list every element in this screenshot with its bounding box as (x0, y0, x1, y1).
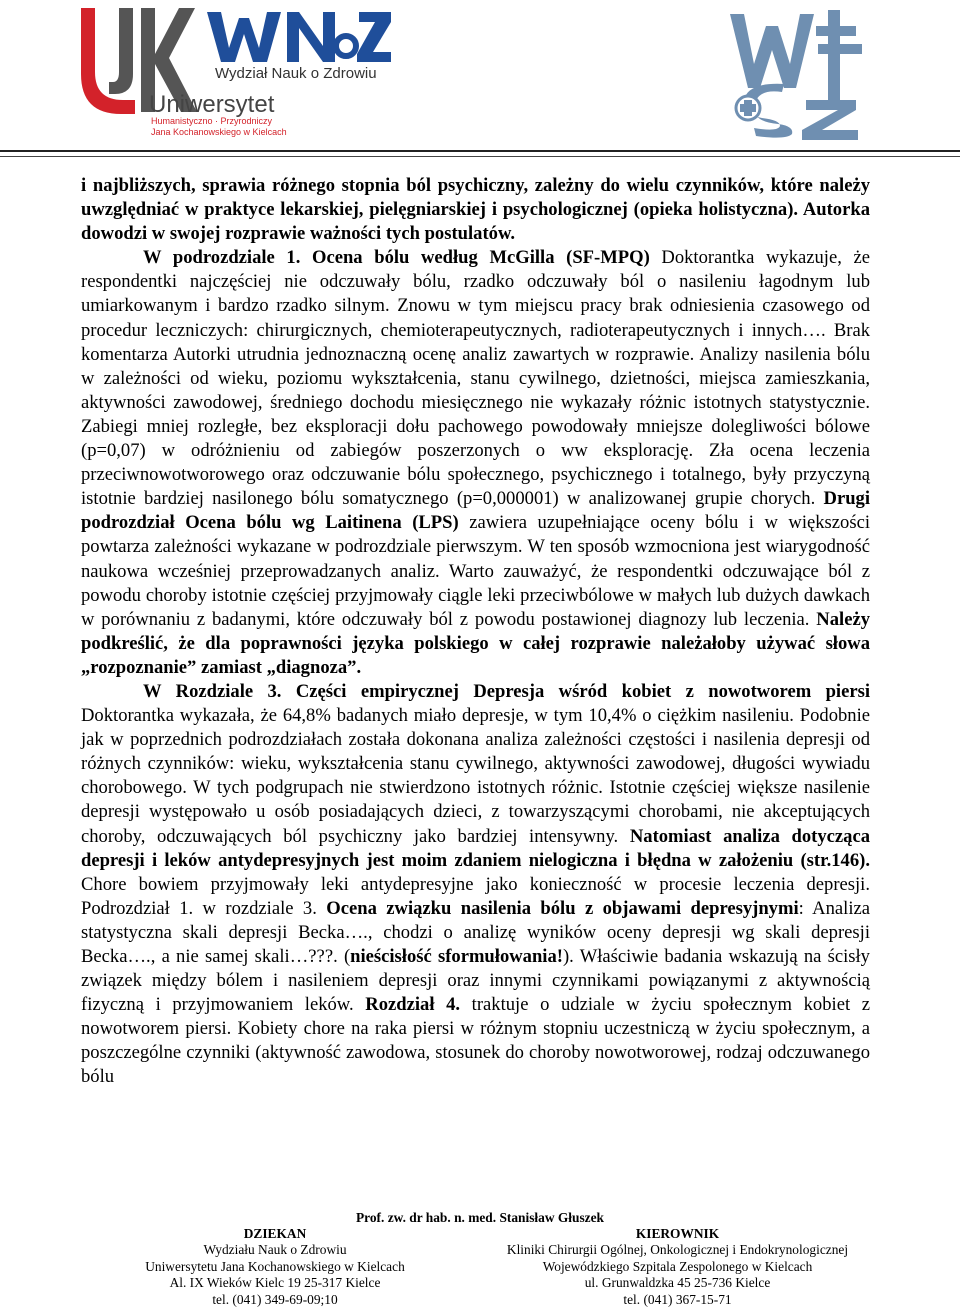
dean-line-2: Uniwersytetu Jana Kochanowskiego w Kielcach (145, 1258, 405, 1274)
bold-run: Rozdział 4. (365, 994, 461, 1016)
header-rule-thick (0, 150, 960, 152)
university-subline-2: Jana Kochanowskiego w Kielcach (151, 127, 287, 137)
text-run: ). Właściwie badania wskazują na ścisły związek między bólem i nasileniem depresji oraz innymi czynnikami powiązanymi z aktywnością fizyczną i przyjmowaniem leków. (81, 946, 870, 1016)
head-address: ul. Grunwaldzka 45 25-736 Kielce (584, 1275, 771, 1291)
dean-title: DZIEKAN (243, 1226, 307, 1241)
head-line-1: Kliniki Chirurgii Ogólnej, Onkologicznej i Endokrynologicznej (506, 1242, 849, 1258)
faculty-brand-mark (207, 12, 391, 62)
footer-head-block (485, 1226, 870, 1308)
university-word: Uniwersytet (149, 91, 275, 118)
text-run: zawiera uzupełniające oceny bólu i w większości powtarza zależności wykazane w podrozdziale pierwszym. W ten sposób wzmocniona jest wiarygodność naukowa wcześniej przeprowadzanych analiz. Warto zauważyć, że respondentki odczuwające ból z powodu choroby istotnie częściej przyjmowały ciągle leki przeciwbólowe w małych lub dużych dawkach w porównaniu z badanymi, które odczuwały ból z powodu postawionej diagnozy lub leczenia. (81, 512, 870, 630)
header-rule-thin (0, 156, 960, 157)
dean-address: Al. IX Wieków Kielc 19 25-317 Kielce (169, 1275, 381, 1291)
text-run: Doktorantka wykazuje, że respondentki najczęściej nie odczuwały bólu, rzadko odczuwały ból o nasileniu łagodnym lub umiarkowanym i bardzo rzadko silnym. Znowu w tym miejscu pracy brak odniesienia czasowego od procedur leczniczych: chirurgicznych, chemioterapeutycznych, radioterapeutycznych i innych…. Brak komentarza Autorki utrudnia jednoznaczną ocenę analiz zawartych w rozprawie. Analizy nasilenia bólu w zależności od wieku, poziomu wykształcenia, stanu cywilnego, dzietności, miejsca zamieszkania, aktywności zawodowej, średniego dochodu miesięcznego nie wykazały różnic istotnych statystycznie. Zabiegi mniej rozległe, bez eksploracji dołu pachowego powodowały mniejsze dolegliwości bólowe (p=0,07) w odróżnieniu od zabiegów poszerzonych o ww eksplorację. Zła ocena leczenia przeciwnowotworowego oraz odczuwanie bólu społecznego, psychicznego i totalnego, były przyczyną istotnie bardziej nasilonego bólu somatycznego (p=0,000001) w analizowanej grupie chorych. (81, 247, 870, 510)
bold-run: W podrozdziale 1. Ocena bólu według McGilla (SF-MPQ) (143, 247, 650, 269)
head-line-2: Wojewódzkiego Szpitala Zespolonego w Kielcach (542, 1258, 813, 1274)
text-run: traktuje o udziale w życiu społecznym kobiet z nowotworem piersi. Kobiety chore na raka piersi w różnym stopniu uczestniczą w życiu społecznym, a poszczególne czynniki (aktywność zawodowa, stosunek do choroby nowotworowej, rodzaj odczuwanego bólu (81, 994, 870, 1088)
faculty-name-text: Wydział Nauk o Zdrowiu (215, 65, 377, 82)
hospital-logo (722, 4, 874, 144)
text-run: : Analiza statystyczna skali depresji Becka…., chodzi o analizę wyników oceny depresji wg skali depresji Becka…., a nie samej skali…???. ( (81, 897, 870, 967)
bold-run: Ocena związku nasilenia bólu z objawami depresyjnymi (326, 897, 799, 919)
signatory-name: Prof. zw. dr hab. n. med. Stanisław Głuszek (355, 1210, 604, 1225)
bold-run: W Rozdziale 3. Części empirycznej Depresja wśród kobiet z nowotworem piersi (143, 680, 870, 702)
head-title: KIEROWNIK (635, 1226, 720, 1241)
text-run: Chore bowiem przyjmowały leki antydepresyjne jako konieczność w procesie leczenia depresji. Podrozdział 1. w rozdziale 3. (81, 873, 870, 919)
paragraph-mcgill-pain (81, 246, 870, 680)
dean-phone: tel. (041) 349-69-09;10 (212, 1291, 338, 1307)
bold-run: nieścisłość sformułowania! (350, 946, 563, 967)
footer-dean-block (90, 1226, 460, 1308)
review-body (81, 174, 870, 1090)
letterhead (0, 0, 960, 160)
text-run: Doktorantka wykazała, że 64,8% badanych miało depresje, w tym 10,4% o ciężkim nasileniu. Podobnie jak w poprzednich podrozdziałach została dokonana analiza zależności częstości i nasilenia depresji od różnych czynników: wieku, wykształcenia stanu cywilnego, aktywności zawodowej, długości wywiadu chorobowego. W tych podgrupach nie stwierdzono istotnych różnic. Istotnie częściej większe nasilenie depresji występowało u osób posiadających dzieci, z towarzyszącymi chorobami, nie akceptujących choroby, odczuwających ból psychiczny jako bardziej intensywny. (81, 705, 870, 847)
paragraph-depression-chapter (81, 680, 870, 1090)
bold-run: Drugi podrozdział Ocena bólu wg Laitinena (LPS) (81, 488, 870, 534)
paragraph-postulates (81, 174, 870, 246)
university-faculty-logo (75, 2, 395, 140)
dean-line-1: Wydziału Nauk o Zdrowiu (203, 1242, 347, 1258)
bold-run: Natomiast analiza dotycząca depresji i leków antydepresyjnych jest moim zdaniem nielogiczna i błędna w założeniu (str.146). (81, 825, 870, 871)
university-subline-1: Humanistyczno · Przyrodniczy (151, 116, 273, 126)
bold-run: Należy podkreślić, że dla poprawności języka polskiego w całej rozprawie należałoby używać słowa „rozpoznanie” zamiast „diagnoza”. (81, 608, 870, 678)
head-phone: tel. (041) 367-15-71 (623, 1291, 732, 1307)
bold-run: i najbliższych, sprawia różnego stopnia ból psychiczny, zależny do wielu czynników, które należy uwzględniać w praktyce lekarskiej, pielęgniarskiej i psychologicznej (opieka holistyczna). Autorka dowodzi w swojej rozprawie ważności tych postulatów. (81, 175, 870, 245)
